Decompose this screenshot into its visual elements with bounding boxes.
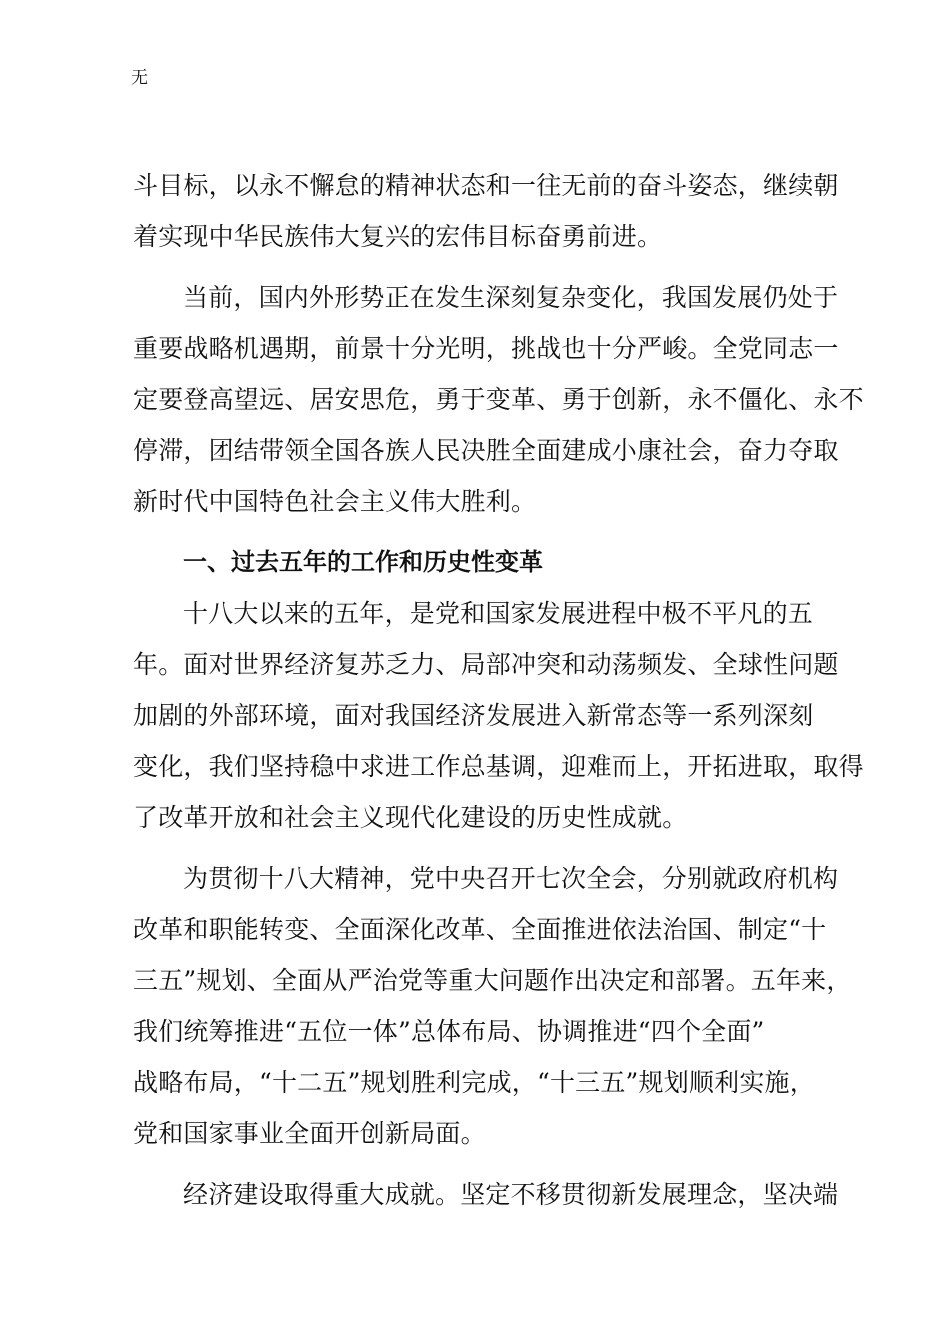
text-line: 斗目标，以永不懈怠的精神状态和一往无前的奋斗姿态，继续朝 (133, 171, 839, 200)
text-line: 定要登高望远、居安思危，勇于变革、勇于创新，永不僵化、永不 (133, 385, 864, 414)
page-header-mark: 无 (131, 68, 148, 88)
section-heading: 一、过去五年的工作和历史性变革 (183, 548, 543, 576)
text-line: 着实现中华民族伟大复兴的宏伟目标奋勇前进。 (133, 222, 663, 251)
paragraph-economic-construction (133, 1169, 839, 1220)
text-line: 三五”规划、全面从严治党等重大问题作出决定和部署。五年来， (133, 966, 852, 995)
paragraph-plenary-sessions (133, 853, 852, 1159)
paragraph-current-situation (133, 272, 864, 527)
text-line: 经济建设取得重大成就。坚定不移贯彻新发展理念，坚决端 (183, 1180, 839, 1209)
text-line: 十八大以来的五年，是党和国家发展进程中极不平凡的五 (183, 599, 814, 628)
text-line: 重要战略机遇期，前景十分光明，挑战也十分严峻。全党同志一 (133, 334, 839, 363)
text-line: 年。面对世界经济复苏乏力、局部冲突和动荡频发、全球性问题 (133, 650, 839, 679)
text-line: 战略布局，“十二五”规划胜利完成，“十三五”规划顺利实施， (133, 1068, 815, 1097)
text-line: 改革和职能转变、全面深化改革、全面推进依法治国、制定“十 (133, 915, 827, 944)
paragraph-five-years (133, 588, 864, 843)
text-line: 党和国家事业全面开创新局面。 (133, 1119, 486, 1148)
text-line: 我们统筹推进“五位一体”总体布局、协调推进“四个全面” (133, 1017, 765, 1046)
document-body (133, 160, 864, 1220)
text-line: 了改革开放和社会主义现代化建设的历史性成就。 (133, 803, 688, 832)
text-line: 变化，我们坚持稳中求进工作总基调，迎难而上，开拓进取，取得 (133, 752, 864, 781)
text-line: 为贯彻十八大精神，党中央召开七次全会，分别就政府机构 (183, 864, 839, 893)
paragraph-continuation (133, 160, 839, 262)
text-line: 当前，国内外形势正在发生深刻复杂变化，我国发展仍处于 (183, 283, 839, 312)
text-line: 停滞，团结带领全国各族人民决胜全面建成小康社会，奋力夺取 (133, 436, 839, 465)
text-line: 新时代中国特色社会主义伟大胜利。 (133, 487, 537, 516)
text-line: 加剧的外部环境，面对我国经济发展进入新常态等一系列深刻 (133, 701, 814, 730)
